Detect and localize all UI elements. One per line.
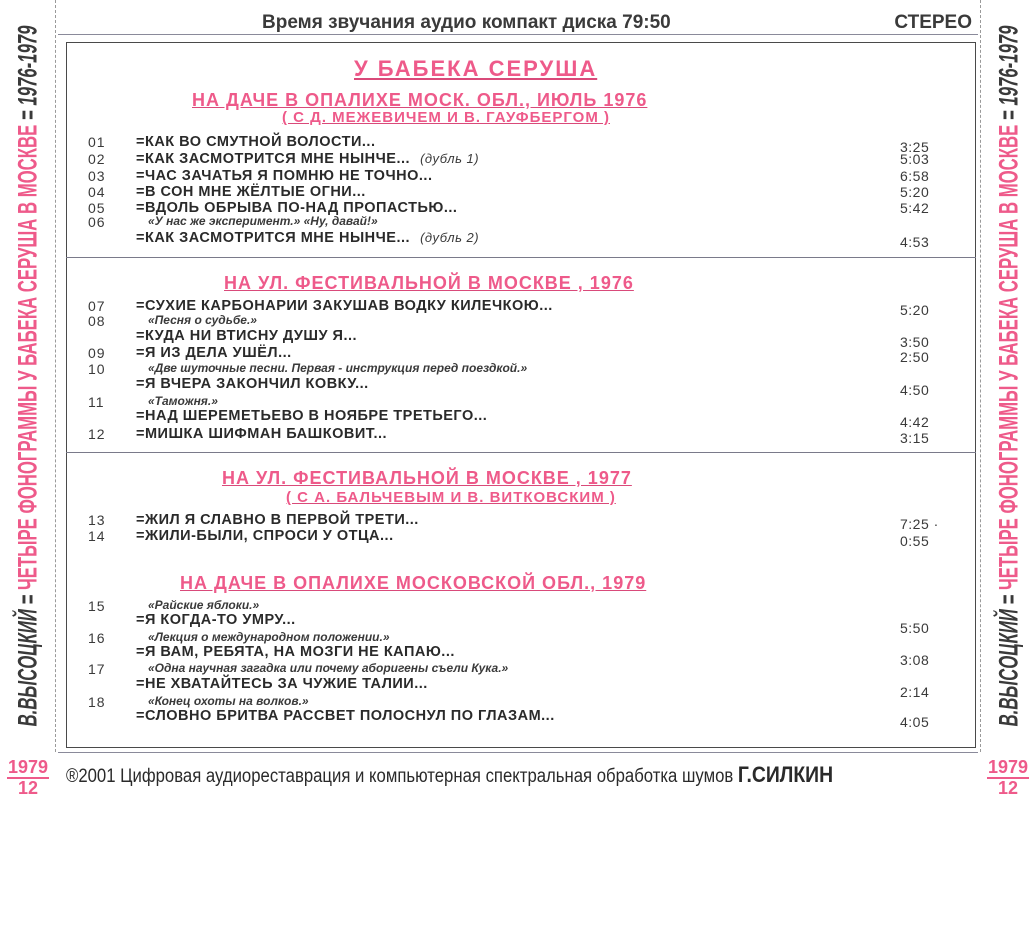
section-divider bbox=[66, 257, 976, 258]
track-row: 10 «Две шуточные песни. Первая - инструкция перед поездкой.» bbox=[88, 361, 528, 377]
footer bbox=[66, 762, 978, 788]
disc-duration: Время звучания аудио компакт диска 79:50 bbox=[262, 12, 671, 33]
corner-number: 12 bbox=[997, 778, 1019, 798]
track-row: 13 =ЖИЛ Я СЛАВНО В ПЕРВОЙ ТРЕТИ... 7:25 · bbox=[88, 512, 939, 532]
section-heading: НА ДАЧЕ В ОПАЛИХЕ МОСК. ОБЛ., ИЮЛЬ 1976 bbox=[192, 90, 648, 110]
spine-separator: = bbox=[993, 110, 1023, 121]
spine-separator: = bbox=[993, 594, 1023, 605]
track-row: 17 «Одна научная загадка или почему аборигены съели Кука.» bbox=[88, 661, 509, 677]
footer-credit: ®2001 Цифровая аудиореставрация и компьютерная спектральная обработка шумов Г.СИЛКИН bbox=[66, 762, 834, 787]
track-row: 16 «Лекция о международном положении.» bbox=[88, 630, 390, 646]
track-row-continued: =Я ВЧЕРА ЗАКОНЧИЛ КОВКУ... 4:50 bbox=[136, 376, 930, 398]
spine-artist: В.ВЫСОЦКИЙ bbox=[12, 609, 42, 727]
track-row: 01 =КАК ВО СМУТНОЙ ВОЛОСТИ... 3:25 bbox=[88, 134, 930, 155]
corner-number: 12 bbox=[17, 778, 39, 798]
track-row: 06 «У нас же эксперимент.» «Ну, давай!» bbox=[88, 214, 378, 230]
audio-mode: СТЕРЕО bbox=[894, 12, 972, 33]
section-heading: НА УЛ. ФЕСТИВАЛЬНОЙ В МОСКВЕ , 1977 bbox=[222, 468, 632, 488]
footer-divider bbox=[58, 752, 978, 753]
corner-year: 1979 bbox=[987, 757, 1029, 777]
spine-years: 1976-1979 bbox=[993, 25, 1023, 106]
corner-catalog-left bbox=[0, 758, 56, 800]
spine-separator: = bbox=[12, 594, 42, 605]
section-subheading: ( С А. БАЛЬЧЕВЫМ И В. ВИТКОВСКИМ ) bbox=[286, 489, 616, 506]
track-row: 03 =ЧАС ЗАЧАТЬЯ Я ПОМНЮ НЕ ТОЧНО... 6:58 bbox=[88, 168, 930, 184]
section-divider bbox=[66, 452, 976, 453]
album-title: У БАБЕКА СЕРУША bbox=[354, 56, 598, 81]
track-row: 05 =ВДОЛЬ ОБРЫВА ПО-НАД ПРОПАСТЬЮ... 5:42 bbox=[88, 200, 930, 216]
track-row: 12 =МИШКА ШИФМАН БАШКОВИТ... 3:15 bbox=[88, 426, 930, 446]
right-spine bbox=[980, 0, 1036, 752]
track-row-continued: =Я КОГДА-ТО УМРУ... 5:50 bbox=[136, 612, 930, 636]
footer-author: Г.СИЛКИН bbox=[737, 762, 834, 787]
spine-title: ЧЕТЫРЕ ФОНОГРАММЫ У БАБЕКА СЕРУША В МОСКВЕ bbox=[993, 124, 1023, 591]
section-heading: НА УЛ. ФЕСТИВАЛЬНОЙ В МОСКВЕ , 1976 bbox=[224, 273, 634, 293]
section-subheading: ( С Д. МЕЖЕВИЧЕМ И В. ГАУФБЕРГОМ ) bbox=[282, 109, 610, 126]
track-row: 07 =СУХИЕ КАРБОНАРИИ ЗАКУШАВ ВОДКУ КИЛЕЧКОЮ... 5:20 bbox=[88, 298, 930, 318]
track-row: 04 =В СОН МНЕ ЖЁЛТЫЕ ОГНИ... 5:20 bbox=[88, 184, 930, 200]
header-divider bbox=[58, 34, 978, 35]
track-row-continued: =НАД ШЕРЕМЕТЬЕВО В НОЯБРЕ ТРЕТЬЕГО... 4:42 bbox=[136, 408, 930, 430]
corner-catalog-right bbox=[980, 758, 1036, 800]
section-heading: НА ДАЧЕ В ОПАЛИХЕ МОСКОВСКОЙ ОБЛ., 1979 bbox=[180, 573, 647, 593]
track-row-continued: =СЛОВНО БРИТВА РАССВЕТ ПОЛОСНУЛ ПО ГЛАЗАМ... 4:05 bbox=[136, 708, 930, 730]
track-row: 14 =ЖИЛИ-БЫЛИ, СПРОСИ У ОТЦА... 0:55 bbox=[88, 528, 930, 549]
track-row-continued: =КУДА НИ ВТИСНУ ДУШУ Я... 3:50 bbox=[136, 328, 930, 350]
track-row-continued: =НЕ ХВАТАЙТЕСЬ ЗА ЧУЖИЕ ТАЛИИ... 2:14 bbox=[136, 676, 930, 700]
track-row: 15 «Райские яблоки.» bbox=[88, 598, 260, 614]
spine-separator: = bbox=[12, 110, 42, 121]
track-row: 02 =КАК ЗАСМОТРИТСЯ МНЕ НЫНЧЕ... (дубль 1) 5:03 bbox=[88, 151, 930, 167]
track-row: 09 =Я ИЗ ДЕЛА УШЁЛ... 2:50 bbox=[88, 345, 930, 365]
track-row: 11 «Таможня.» bbox=[88, 394, 218, 410]
spine-title: ЧЕТЫРЕ ФОНОГРАММЫ У БАБЕКА СЕРУША В МОСКВЕ bbox=[12, 124, 42, 591]
spine-artist: В.ВЫСОЦКИЙ bbox=[993, 609, 1023, 727]
corner-year: 1979 bbox=[7, 757, 49, 777]
track-row: 08 «Песня о судьбе.» bbox=[88, 313, 257, 329]
spine-years: 1976-1979 bbox=[12, 25, 42, 106]
left-spine bbox=[0, 0, 56, 752]
track-row: 18 «Конец охоты на волков.» bbox=[88, 694, 309, 710]
track-row-continued: =КАК ЗАСМОТРИТСЯ МНЕ НЫНЧЕ... (дубль 2) 4:53 bbox=[136, 230, 930, 250]
track-row-continued: =Я ВАМ, РЕБЯТА, НА МОЗГИ НЕ КАПАЮ... 3:08 bbox=[136, 644, 930, 668]
